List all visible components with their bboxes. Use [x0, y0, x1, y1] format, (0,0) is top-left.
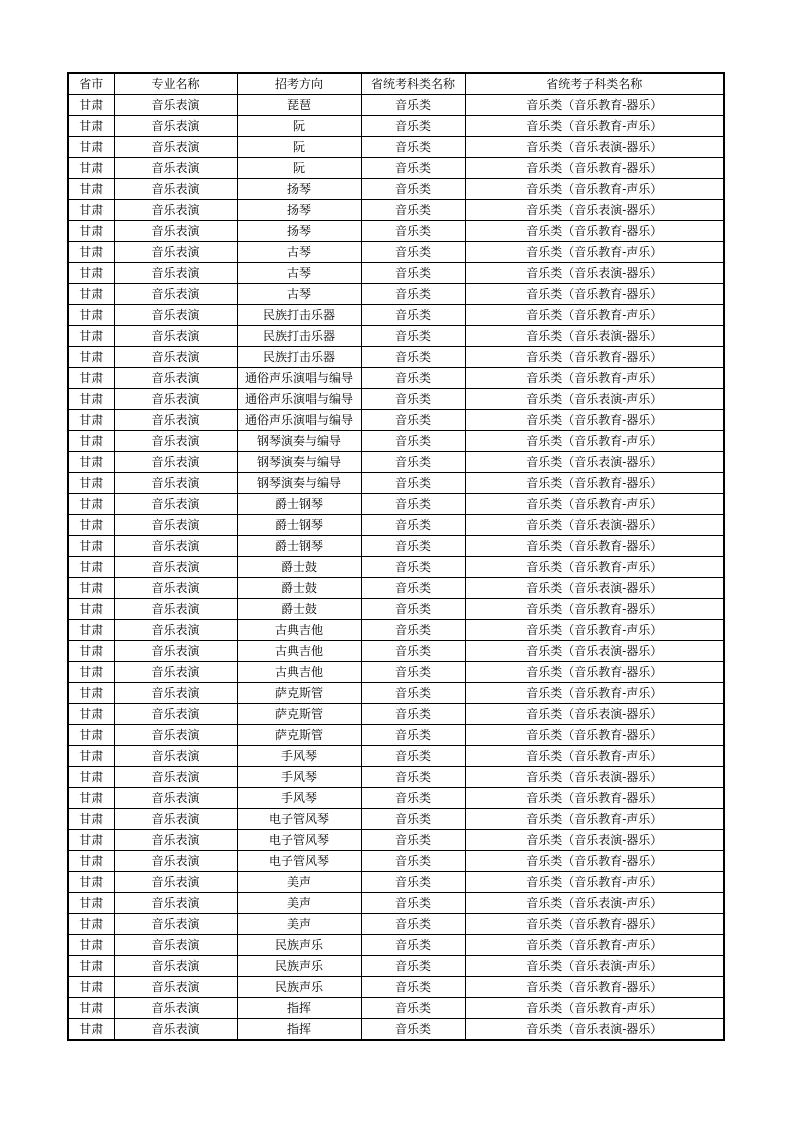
table-row	[68, 179, 724, 200]
table-row	[68, 473, 724, 494]
header-exam-subcategory: 省统考子科类名称	[465, 73, 724, 95]
cell-major-name: 音乐表演	[114, 809, 237, 830]
cell-exam-category: 音乐类	[361, 704, 465, 725]
cell-exam-category: 音乐类	[361, 200, 465, 221]
cell-exam-subcategory: 音乐类（音乐教育-声乐）	[465, 872, 724, 893]
cell-major-name: 音乐表演	[114, 893, 237, 914]
cell-exam-subcategory: 音乐类（音乐教育-器乐）	[465, 977, 724, 998]
cell-province: 甘肃	[68, 326, 114, 347]
cell-exam-category: 音乐类	[361, 494, 465, 515]
table-row	[68, 788, 724, 809]
cell-exam-direction: 民族声乐	[237, 956, 361, 977]
cell-exam-direction: 爵士鼓	[237, 599, 361, 620]
cell-exam-direction: 美声	[237, 893, 361, 914]
header-major-name: 专业名称	[114, 73, 237, 95]
table-row	[68, 284, 724, 305]
cell-exam-direction: 美声	[237, 914, 361, 935]
cell-exam-category: 音乐类	[361, 641, 465, 662]
cell-exam-category: 音乐类	[361, 179, 465, 200]
cell-province: 甘肃	[68, 242, 114, 263]
cell-exam-direction: 指挥	[237, 998, 361, 1019]
cell-exam-direction: 美声	[237, 872, 361, 893]
cell-major-name: 音乐表演	[114, 326, 237, 347]
cell-exam-subcategory: 音乐类（音乐教育-器乐）	[465, 347, 724, 368]
cell-province: 甘肃	[68, 1019, 114, 1041]
table-row	[68, 641, 724, 662]
cell-province: 甘肃	[68, 158, 114, 179]
table-row	[68, 326, 724, 347]
table-row	[68, 242, 724, 263]
cell-province: 甘肃	[68, 221, 114, 242]
table-row	[68, 683, 724, 704]
cell-exam-category: 音乐类	[361, 326, 465, 347]
cell-exam-subcategory: 音乐类（音乐教育-器乐）	[465, 158, 724, 179]
table-row	[68, 116, 724, 137]
cell-major-name: 音乐表演	[114, 200, 237, 221]
cell-major-name: 音乐表演	[114, 767, 237, 788]
cell-major-name: 音乐表演	[114, 599, 237, 620]
cell-exam-category: 音乐类	[361, 725, 465, 746]
cell-major-name: 音乐表演	[114, 116, 237, 137]
cell-exam-category: 音乐类	[361, 620, 465, 641]
cell-province: 甘肃	[68, 641, 114, 662]
cell-province: 甘肃	[68, 305, 114, 326]
cell-province: 甘肃	[68, 494, 114, 515]
cell-province: 甘肃	[68, 851, 114, 872]
cell-exam-subcategory: 音乐类（音乐表演-器乐）	[465, 326, 724, 347]
cell-exam-category: 音乐类	[361, 389, 465, 410]
cell-exam-subcategory: 音乐类（音乐教育-声乐）	[465, 998, 724, 1019]
cell-major-name: 音乐表演	[114, 956, 237, 977]
cell-exam-category: 音乐类	[361, 683, 465, 704]
cell-exam-subcategory: 音乐类（音乐教育-器乐）	[465, 851, 724, 872]
cell-province: 甘肃	[68, 998, 114, 1019]
cell-exam-subcategory: 音乐类（音乐教育-声乐）	[465, 179, 724, 200]
table-row	[68, 662, 724, 683]
cell-exam-category: 音乐类	[361, 116, 465, 137]
cell-exam-direction: 古琴	[237, 284, 361, 305]
cell-exam-subcategory: 音乐类（音乐教育-声乐）	[465, 431, 724, 452]
cell-exam-category: 音乐类	[361, 137, 465, 158]
table-row	[68, 956, 724, 977]
cell-province: 甘肃	[68, 431, 114, 452]
cell-exam-subcategory: 音乐类（音乐教育-声乐）	[465, 620, 724, 641]
cell-major-name: 音乐表演	[114, 935, 237, 956]
table-row	[68, 725, 724, 746]
cell-province: 甘肃	[68, 452, 114, 473]
cell-major-name: 音乐表演	[114, 158, 237, 179]
cell-exam-category: 音乐类	[361, 431, 465, 452]
cell-exam-category: 音乐类	[361, 956, 465, 977]
cell-major-name: 音乐表演	[114, 725, 237, 746]
cell-province: 甘肃	[68, 473, 114, 494]
cell-exam-direction: 萨克斯管	[237, 683, 361, 704]
cell-exam-subcategory: 音乐类（音乐教育-器乐）	[465, 725, 724, 746]
cell-major-name: 音乐表演	[114, 368, 237, 389]
cell-province: 甘肃	[68, 578, 114, 599]
cell-major-name: 音乐表演	[114, 620, 237, 641]
cell-major-name: 音乐表演	[114, 746, 237, 767]
cell-exam-category: 音乐类	[361, 473, 465, 494]
cell-exam-direction: 阮	[237, 158, 361, 179]
cell-major-name: 音乐表演	[114, 578, 237, 599]
cell-major-name: 音乐表演	[114, 242, 237, 263]
table-row	[68, 872, 724, 893]
cell-major-name: 音乐表演	[114, 977, 237, 998]
table-row	[68, 977, 724, 998]
cell-exam-direction: 阮	[237, 116, 361, 137]
cell-province: 甘肃	[68, 956, 114, 977]
cell-province: 甘肃	[68, 557, 114, 578]
cell-exam-category: 音乐类	[361, 746, 465, 767]
cell-exam-direction: 古琴	[237, 263, 361, 284]
cell-exam-category: 音乐类	[361, 284, 465, 305]
header-province: 省市	[68, 73, 114, 95]
cell-province: 甘肃	[68, 935, 114, 956]
cell-major-name: 音乐表演	[114, 830, 237, 851]
cell-exam-direction: 通俗声乐演唱与编导	[237, 410, 361, 431]
cell-province: 甘肃	[68, 179, 114, 200]
cell-major-name: 音乐表演	[114, 347, 237, 368]
cell-exam-subcategory: 音乐类（音乐教育-声乐）	[465, 809, 724, 830]
cell-exam-category: 音乐类	[361, 914, 465, 935]
cell-province: 甘肃	[68, 725, 114, 746]
cell-exam-category: 音乐类	[361, 347, 465, 368]
cell-province: 甘肃	[68, 662, 114, 683]
cell-exam-category: 音乐类	[361, 809, 465, 830]
table-row	[68, 389, 724, 410]
cell-exam-subcategory: 音乐类（音乐表演-器乐）	[465, 200, 724, 221]
table-row	[68, 746, 724, 767]
cell-exam-subcategory: 音乐类（音乐教育-声乐）	[465, 683, 724, 704]
cell-major-name: 音乐表演	[114, 284, 237, 305]
cell-exam-category: 音乐类	[361, 158, 465, 179]
cell-exam-subcategory: 音乐类（音乐表演-器乐）	[465, 263, 724, 284]
cell-exam-direction: 手风琴	[237, 788, 361, 809]
cell-province: 甘肃	[68, 116, 114, 137]
cell-major-name: 音乐表演	[114, 179, 237, 200]
cell-exam-category: 音乐类	[361, 977, 465, 998]
cell-exam-direction: 钢琴演奏与编导	[237, 473, 361, 494]
cell-exam-category: 音乐类	[361, 998, 465, 1019]
cell-exam-subcategory: 音乐类（音乐表演-器乐）	[465, 452, 724, 473]
cell-exam-category: 音乐类	[361, 242, 465, 263]
cell-exam-direction: 萨克斯管	[237, 725, 361, 746]
cell-exam-category: 音乐类	[361, 536, 465, 557]
cell-major-name: 音乐表演	[114, 431, 237, 452]
cell-major-name: 音乐表演	[114, 263, 237, 284]
cell-exam-category: 音乐类	[361, 599, 465, 620]
cell-exam-subcategory: 音乐类（音乐表演-器乐）	[465, 578, 724, 599]
cell-province: 甘肃	[68, 893, 114, 914]
table-row	[68, 452, 724, 473]
cell-exam-subcategory: 音乐类（音乐教育-声乐）	[465, 557, 724, 578]
cell-province: 甘肃	[68, 620, 114, 641]
cell-exam-subcategory: 音乐类（音乐教育-声乐）	[465, 368, 724, 389]
cell-exam-direction: 电子管风琴	[237, 809, 361, 830]
cell-exam-category: 音乐类	[361, 767, 465, 788]
cell-exam-direction: 爵士钢琴	[237, 536, 361, 557]
cell-province: 甘肃	[68, 347, 114, 368]
cell-exam-subcategory: 音乐类（音乐教育-声乐）	[465, 242, 724, 263]
table-row	[68, 263, 724, 284]
cell-exam-subcategory: 音乐类（音乐教育-器乐）	[465, 95, 724, 116]
cell-exam-direction: 民族声乐	[237, 977, 361, 998]
cell-exam-subcategory: 音乐类（音乐表演-声乐）	[465, 893, 724, 914]
table-body	[68, 95, 724, 1041]
cell-exam-direction: 电子管风琴	[237, 851, 361, 872]
cell-exam-subcategory: 音乐类（音乐表演-器乐）	[465, 641, 724, 662]
cell-exam-direction: 阮	[237, 137, 361, 158]
cell-province: 甘肃	[68, 536, 114, 557]
table-row	[68, 410, 724, 431]
cell-province: 甘肃	[68, 788, 114, 809]
cell-major-name: 音乐表演	[114, 662, 237, 683]
cell-exam-subcategory: 音乐类（音乐教育-器乐）	[465, 662, 724, 683]
cell-exam-direction: 琵琶	[237, 95, 361, 116]
cell-major-name: 音乐表演	[114, 494, 237, 515]
cell-exam-category: 音乐类	[361, 851, 465, 872]
cell-major-name: 音乐表演	[114, 557, 237, 578]
cell-exam-category: 音乐类	[361, 305, 465, 326]
table-row	[68, 494, 724, 515]
cell-exam-direction: 萨克斯管	[237, 704, 361, 725]
cell-exam-subcategory: 音乐类（音乐表演-器乐）	[465, 137, 724, 158]
cell-major-name: 音乐表演	[114, 137, 237, 158]
cell-exam-subcategory: 音乐类（音乐教育-器乐）	[465, 599, 724, 620]
cell-exam-direction: 古典吉他	[237, 641, 361, 662]
cell-exam-subcategory: 音乐类（音乐表演-声乐）	[465, 956, 724, 977]
cell-exam-category: 音乐类	[361, 515, 465, 536]
cell-exam-category: 音乐类	[361, 1019, 465, 1041]
cell-exam-category: 音乐类	[361, 557, 465, 578]
cell-exam-subcategory: 音乐类（音乐教育-器乐）	[465, 410, 724, 431]
cell-exam-category: 音乐类	[361, 872, 465, 893]
cell-province: 甘肃	[68, 263, 114, 284]
cell-exam-direction: 指挥	[237, 1019, 361, 1041]
cell-exam-category: 音乐类	[361, 788, 465, 809]
table-row	[68, 347, 724, 368]
cell-major-name: 音乐表演	[114, 95, 237, 116]
cell-province: 甘肃	[68, 914, 114, 935]
cell-exam-direction: 通俗声乐演唱与编导	[237, 368, 361, 389]
table-row	[68, 368, 724, 389]
table-row	[68, 158, 724, 179]
cell-exam-category: 音乐类	[361, 830, 465, 851]
cell-exam-category: 音乐类	[361, 578, 465, 599]
cell-major-name: 音乐表演	[114, 1019, 237, 1041]
cell-exam-category: 音乐类	[361, 935, 465, 956]
table-header	[68, 73, 724, 95]
table-row	[68, 893, 724, 914]
cell-major-name: 音乐表演	[114, 683, 237, 704]
cell-exam-direction: 古典吉他	[237, 620, 361, 641]
table-row	[68, 767, 724, 788]
cell-exam-direction: 民族打击乐器	[237, 347, 361, 368]
cell-province: 甘肃	[68, 872, 114, 893]
cell-exam-direction: 扬琴	[237, 221, 361, 242]
cell-province: 甘肃	[68, 368, 114, 389]
table-row	[68, 1019, 724, 1041]
cell-major-name: 音乐表演	[114, 998, 237, 1019]
cell-exam-subcategory: 音乐类（音乐教育-声乐）	[465, 935, 724, 956]
table-row	[68, 620, 724, 641]
table-row	[68, 305, 724, 326]
table-row	[68, 935, 724, 956]
cell-exam-direction: 钢琴演奏与编导	[237, 431, 361, 452]
cell-exam-subcategory: 音乐类（音乐教育-器乐）	[465, 284, 724, 305]
cell-exam-subcategory: 音乐类（音乐表演-器乐）	[465, 515, 724, 536]
cell-major-name: 音乐表演	[114, 788, 237, 809]
cell-province: 甘肃	[68, 515, 114, 536]
cell-exam-subcategory: 音乐类（音乐表演-器乐）	[465, 767, 724, 788]
cell-major-name: 音乐表演	[114, 851, 237, 872]
header-row	[68, 73, 724, 95]
cell-exam-subcategory: 音乐类（音乐教育-器乐）	[465, 473, 724, 494]
cell-exam-direction: 民族声乐	[237, 935, 361, 956]
cell-exam-category: 音乐类	[361, 893, 465, 914]
cell-major-name: 音乐表演	[114, 704, 237, 725]
table-row	[68, 557, 724, 578]
cell-exam-category: 音乐类	[361, 368, 465, 389]
cell-province: 甘肃	[68, 284, 114, 305]
cell-exam-category: 音乐类	[361, 95, 465, 116]
cell-exam-subcategory: 音乐类（音乐教育-声乐）	[465, 305, 724, 326]
cell-major-name: 音乐表演	[114, 452, 237, 473]
cell-province: 甘肃	[68, 704, 114, 725]
cell-exam-direction: 爵士鼓	[237, 578, 361, 599]
cell-exam-subcategory: 音乐类（音乐教育-器乐）	[465, 221, 724, 242]
table-row	[68, 536, 724, 557]
cell-province: 甘肃	[68, 389, 114, 410]
cell-exam-subcategory: 音乐类（音乐教育-声乐）	[465, 494, 724, 515]
cell-major-name: 音乐表演	[114, 914, 237, 935]
cell-major-name: 音乐表演	[114, 410, 237, 431]
table-row	[68, 830, 724, 851]
cell-province: 甘肃	[68, 599, 114, 620]
table-row	[68, 809, 724, 830]
cell-exam-subcategory: 音乐类（音乐表演-声乐）	[465, 389, 724, 410]
cell-province: 甘肃	[68, 95, 114, 116]
cell-exam-direction: 手风琴	[237, 767, 361, 788]
header-exam-category: 省统考科类名称	[361, 73, 465, 95]
table-row	[68, 137, 724, 158]
cell-exam-subcategory: 音乐类（音乐教育-器乐）	[465, 914, 724, 935]
cell-exam-direction: 古典吉他	[237, 662, 361, 683]
cell-exam-category: 音乐类	[361, 452, 465, 473]
cell-exam-subcategory: 音乐类（音乐教育-声乐）	[465, 746, 724, 767]
cell-exam-subcategory: 音乐类（音乐教育-器乐）	[465, 788, 724, 809]
cell-province: 甘肃	[68, 746, 114, 767]
cell-province: 甘肃	[68, 137, 114, 158]
cell-exam-direction: 扬琴	[237, 179, 361, 200]
cell-exam-category: 音乐类	[361, 263, 465, 284]
cell-exam-subcategory: 音乐类（音乐表演-器乐）	[465, 830, 724, 851]
admissions-table	[67, 72, 725, 1041]
cell-exam-direction: 钢琴演奏与编导	[237, 452, 361, 473]
table-row	[68, 704, 724, 725]
cell-exam-direction: 爵士钢琴	[237, 515, 361, 536]
cell-major-name: 音乐表演	[114, 221, 237, 242]
table-row	[68, 200, 724, 221]
cell-major-name: 音乐表演	[114, 305, 237, 326]
table-row	[68, 515, 724, 536]
cell-exam-direction: 扬琴	[237, 200, 361, 221]
cell-exam-subcategory: 音乐类（音乐教育-声乐）	[465, 116, 724, 137]
cell-exam-category: 音乐类	[361, 662, 465, 683]
cell-province: 甘肃	[68, 410, 114, 431]
cell-exam-direction: 电子管风琴	[237, 830, 361, 851]
cell-province: 甘肃	[68, 767, 114, 788]
cell-province: 甘肃	[68, 200, 114, 221]
cell-major-name: 音乐表演	[114, 389, 237, 410]
cell-province: 甘肃	[68, 977, 114, 998]
cell-exam-direction: 民族打击乐器	[237, 305, 361, 326]
cell-exam-direction: 爵士钢琴	[237, 494, 361, 515]
cell-province: 甘肃	[68, 683, 114, 704]
cell-major-name: 音乐表演	[114, 536, 237, 557]
cell-exam-direction: 民族打击乐器	[237, 326, 361, 347]
cell-exam-category: 音乐类	[361, 221, 465, 242]
cell-exam-subcategory: 音乐类（音乐表演-器乐）	[465, 704, 724, 725]
cell-major-name: 音乐表演	[114, 641, 237, 662]
table-row	[68, 851, 724, 872]
cell-exam-direction: 通俗声乐演唱与编导	[237, 389, 361, 410]
cell-province: 甘肃	[68, 830, 114, 851]
cell-exam-direction: 古琴	[237, 242, 361, 263]
table-row	[68, 95, 724, 116]
cell-province: 甘肃	[68, 809, 114, 830]
header-exam-direction: 招考方向	[237, 73, 361, 95]
cell-exam-category: 音乐类	[361, 410, 465, 431]
cell-exam-subcategory: 音乐类（音乐表演-器乐）	[465, 1019, 724, 1041]
cell-exam-direction: 爵士鼓	[237, 557, 361, 578]
cell-major-name: 音乐表演	[114, 473, 237, 494]
table-row	[68, 998, 724, 1019]
table-row	[68, 578, 724, 599]
table-row	[68, 914, 724, 935]
table-row	[68, 431, 724, 452]
table-row	[68, 599, 724, 620]
table-row	[68, 221, 724, 242]
cell-major-name: 音乐表演	[114, 515, 237, 536]
cell-exam-direction: 手风琴	[237, 746, 361, 767]
cell-exam-subcategory: 音乐类（音乐教育-器乐）	[465, 536, 724, 557]
cell-major-name: 音乐表演	[114, 872, 237, 893]
